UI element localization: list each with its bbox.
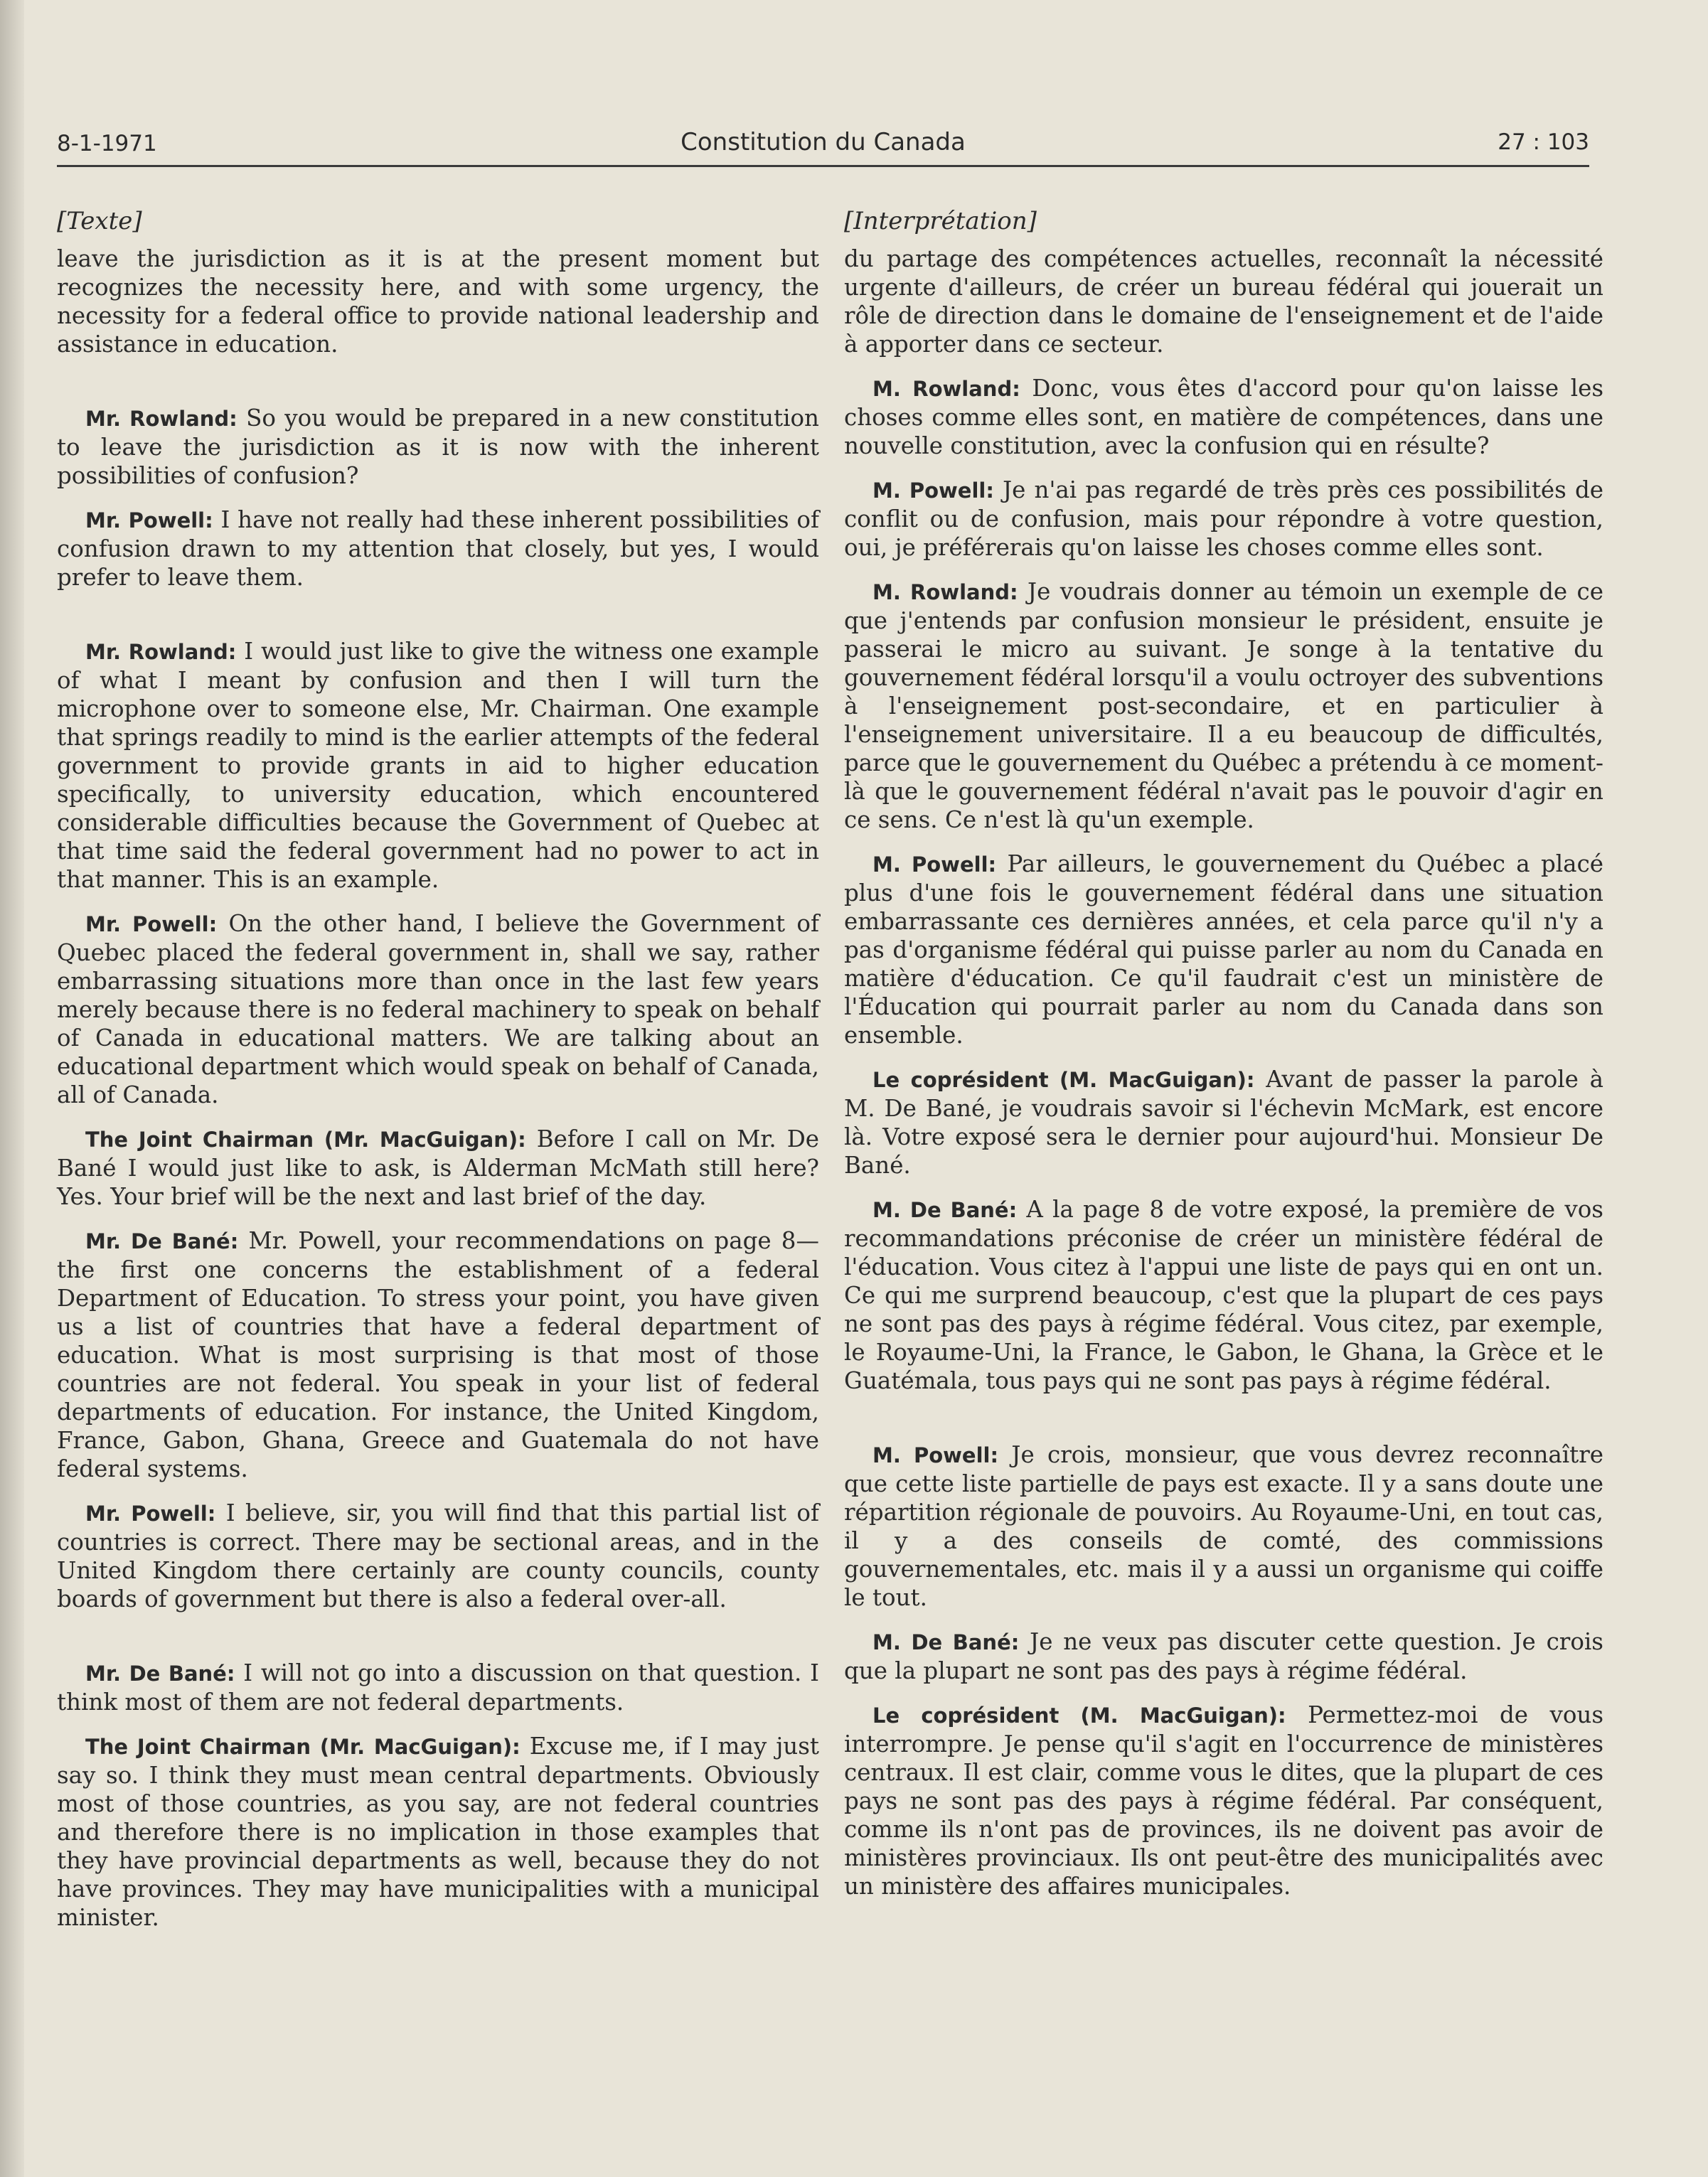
speaker-name: M. Rowland: [872, 580, 1018, 604]
paragraph-text: Je ne veux pas discuter cette question. Je crois que la plupart ne sont pas des pays à régime fédéral. [844, 1628, 1603, 1684]
speaker-name: Mr. Powell: [85, 508, 213, 533]
paragraph [844, 1701, 1603, 1900]
paragraph-text: leave the jurisdiction as it is at the present moment but recognizes the necessity here, and with some urgency, the necessity for a federal office to provide national leadership and assistance in education. [57, 245, 819, 358]
paragraph [57, 1732, 819, 1932]
french-column [844, 206, 1603, 1900]
speaker-name: M. Powell: [872, 478, 994, 503]
paragraph [844, 577, 1603, 834]
paragraph [57, 1125, 819, 1211]
speaker-name: M. Powell: [872, 1443, 999, 1467]
speaker-name: Mr. Powell: [85, 1502, 216, 1526]
header-page-number: 27 : 103 [1498, 129, 1589, 155]
paragraph-text: Permettez-moi de vous interrompre. Je pense qu'il s'agit en l'occurrence de ministères centraux. Il est clair, comme vous le dites, que la plupart de ces pays ne sont pas des pays à régime fédéral. Par conséquent, comme ils n'ont pas de provinces, ils ne doivent pas avoir de ministères provinciaux. Ils ont peut-être des municipalités avec un ministère des affaires municipales. [844, 1701, 1603, 1900]
paragraph-text: du partage des compétences actuelles, reconnaît la nécessité urgente d'ailleurs, de créer un bureau fédéral qui jouerait un rôle de direction dans le domaine de l'enseignement et de l'aide à apporter dans ce secteur. [844, 245, 1603, 358]
paragraph [844, 374, 1603, 460]
speaker-name: Le coprésident (M. MacGuigan): [872, 1068, 1255, 1092]
paragraph-text: A la page 8 de votre exposé, la première de vos recommandations préconise de créer un ministère fédéral de l'éducation. Vous citez à l'appui une liste de pays qui en ont un. Ce qui me surprend beaucoup, c'est que la plupart de ces pays ne sont pas des pays à régime fédéral. Vous citez, par exemple, le Royaume-Uni, la France, le Gabon, le Ghana, la Grèce et le Guatémala, tous pays qui ne sont pas pays à régime fédéral. [844, 1196, 1603, 1394]
running-header [57, 121, 1589, 167]
paragraph-text: Excuse me, if I may just say so. I think they must mean central departments. Obviously most of those countries, as you say, are not federal countries and therefore there is no implication in those examples that they have provincial departments as well, because they do not have provinces. They may have municipalities with a municipal minister. [57, 1733, 819, 1931]
speaker-name: Le coprésident (M. MacGuigan): [872, 1703, 1286, 1728]
paragraph-text: Je crois, monsieur, que vous devrez reconnaître que cette liste partielle de pays est exacte. Il y a sans doute une répartition régionale de pouvoirs. Au Royaume-Uni, en tout cas, il y a des conseils de comté, des commissions gouvernementales, etc. mais il y a aussi un organisme qui coiffe le tout. [844, 1441, 1603, 1611]
paragraph-text: Par ailleurs, le gouvernement du Québec a placé plus d'une fois le gouvernement fédéral dans une situation embarrassante ces dernières années, et cela parce qu'il n'y a pas d'organisme fédéral qui puisse parler au nom du Canada en matière d'éducation. Ce qu'il faudrait c'est un ministère de l'Éducation qui pourrait parler au nom du Canada dans son ensemble. [844, 850, 1603, 1049]
paragraph-text: Mr. Powell, your recommendations on page 8—the first one concerns the establishment of a federal Department of Education. To stress your point, you have given us a list of countries that have a federal department of education. What is most surprising is that most of those countries are not federal. You speak in your list of federal departments of education. For instance, the United Kingdom, France, Gabon, Ghana, Greece and Guatemala do not have federal systems. [57, 1227, 819, 1482]
paragraph [57, 637, 819, 894]
paragraph-text: Avant de passer la parole à M. De Bané, je voudrais savoir si l'échevin McMark, est encore là. Votre exposé sera le dernier pour aujourd'hui. Monsieur De Bané. [844, 1066, 1603, 1179]
paragraph [844, 1195, 1603, 1395]
paragraph [57, 1499, 819, 1613]
speaker-name: The Joint Chairman (Mr. MacGuigan): [85, 1128, 526, 1152]
paragraph-text: I would just like to give the witness one example of what I meant by confusion and then I will turn the microphone over to someone else, Mr. Chairman. One example that springs readily to mind is the earlier attempts of the federal government to provide grants in aid to higher education specifically, to university education, which encountered considerable difficulties because the Government of Quebec at that time said the federal government had no power to act in that manner. This is an example. [57, 638, 819, 893]
paragraph-text: So you would be prepared in a new constitution to leave the jurisdiction as it is now with the inherent possibilities of confusion? [57, 405, 819, 489]
paragraph [844, 1065, 1603, 1180]
paragraph-text: Je voudrais donner au témoin un exemple de ce que j'entends par confusion monsieur le président, ensuite je passerai le micro au suivant. Je songe à la tentative du gouvernement fédéral lorsqu'il a voulu octroyer des subventions à l'enseignement post-secondaire, et en particulier à l'enseignement universitaire. Il a eu beaucoup de difficultés, parce que le gouvernement du Québec a prétendu à ce moment-là que le gouvernement fédéral n'avait pas le pouvoir d'agir en ce sens. Ce n'est là qu'un exemple. [844, 578, 1603, 833]
paragraph [844, 850, 1603, 1049]
section-label-texte: [Texte] [57, 207, 142, 235]
paragraph-text: Donc, vous êtes d'accord pour qu'on laisse les choses comme elles sont, en matière de compétences, dans une nouvelle constitution, avec la confusion qui en résulte? [844, 375, 1603, 459]
paragraph [844, 1440, 1603, 1612]
paragraph [57, 245, 819, 358]
binding-gutter [0, 0, 24, 2177]
speaker-name: Mr. De Bané: [85, 1229, 239, 1253]
paragraph [57, 1659, 819, 1716]
speaker-name: M. Powell: [872, 852, 997, 877]
paragraph [844, 1627, 1603, 1685]
header-date: 8-1-1971 [57, 131, 157, 156]
paragraph-text: On the other hand, I believe the Government of Quebec placed the federal government in, shall we say, rather embarrassing situations more than once in the last few years merely because there is no federal machinery to speak on behalf of Canada in educational matters. We are talking about an educational department which would speak on behalf of Canada, all of Canada. [57, 910, 819, 1108]
paragraph [57, 404, 819, 490]
speaker-name: M. Rowland: [872, 377, 1020, 401]
paragraph-text: I have not really had these inherent possibilities of confusion drawn to my attention that closely, but yes, I would prefer to leave them. [57, 506, 819, 591]
paragraph-text: Before I call on Mr. De Bané I would just like to ask, is Alderman McMath still here? Yes. Your brief will be the next and last brief of the day. [57, 1125, 819, 1210]
speaker-name: M. De Bané: [872, 1630, 1020, 1654]
speaker-name: Mr. Powell: [85, 912, 218, 936]
speaker-name: Mr. De Bané: [85, 1662, 235, 1686]
english-column [57, 206, 819, 1932]
paragraph [57, 909, 819, 1109]
speaker-name: Mr. Rowland: [85, 640, 237, 664]
section-label-interpretation: [Interprétation] [844, 207, 1037, 235]
paragraph [844, 245, 1603, 358]
paragraph [844, 476, 1603, 562]
paragraph-text: I will not go into a discussion on that question. I think most of them are not federal departments. [57, 1659, 819, 1716]
header-title: Constitution du Canada [680, 128, 966, 156]
speaker-name: M. De Bané: [872, 1198, 1018, 1222]
paragraph [57, 1226, 819, 1483]
paragraph-text: Je n'ai pas regardé de très près ces possibilités de conflit ou de confusion, mais pour répondre à votre question, oui, je préférerais qu'on laisse les choses comme elles sont. [844, 476, 1603, 561]
paragraph-text: I believe, sir, you will find that this partial list of countries is correct. There may be sectional areas, and in the United Kingdom there certainly are county councils, county boards of government but there is also a federal over-all. [57, 1499, 819, 1612]
speaker-name: The Joint Chairman (Mr. MacGuigan): [85, 1735, 521, 1759]
speaker-name: Mr. Rowland: [85, 407, 237, 431]
paragraph [57, 506, 819, 592]
